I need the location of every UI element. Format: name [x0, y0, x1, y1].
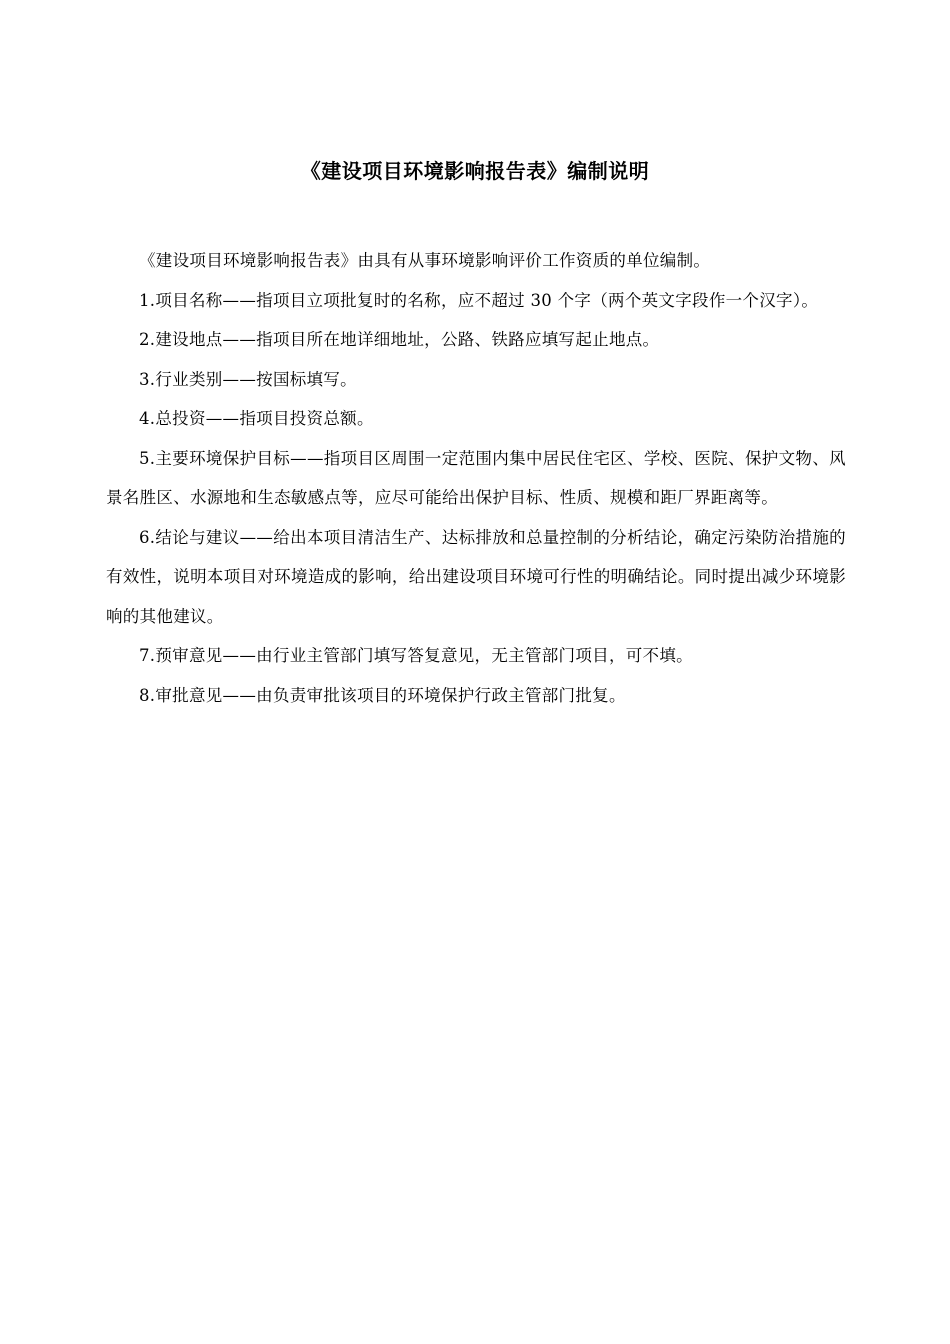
item-protection-targets: 5.主要环境保护目标——指项目区周围一定范围内集中居民住宅区、学校、医院、保护文物、风景名胜区、水源地和生态敏感点等，应尽可能给出保护目标、性质、规模和距厂界距离等。 — [106, 448, 846, 507]
item-preliminary-opinion: 7.预审意见——由行业主管部门填写答复意见，无主管部门项目，可不填。 — [139, 646, 693, 665]
intro-paragraph: 《建设项目环境影响报告表》由具有从事环境影响评价工作资质的单位编制。 — [139, 251, 711, 270]
document-title: 《建设项目环境影响报告表》编制说明 — [300, 159, 650, 183]
item-approval-opinion: 8.审批意见——由负责审批该项目的环境保护行政主管部门批复。 — [139, 685, 626, 705]
item-industry-category: 3.行业类别——按国标填写。 — [139, 369, 357, 389]
document-body — [106, 241, 846, 715]
item-project-name: 1.项目名称——指项目立项批复时的名称，应不超过 30 个字（两个英文字段作一个汉字）。 — [139, 290, 819, 310]
item-conclusions: 6.结论与建议——给出本项目清洁生产、达标排放和总量控制的分析结论，确定污染防治措施的有效性，说明本项目对环境造成的影响，给出建设项目环境可行性的明确结论。同时提出减少环境影响的其他建议。 — [106, 527, 846, 626]
item-total-investment: 4.总投资——指项目投资总额。 — [139, 409, 374, 428]
item-construction-site: 2.建设地点——指项目所在地详细地址，公路、铁路应填写起止地点。 — [139, 330, 660, 349]
